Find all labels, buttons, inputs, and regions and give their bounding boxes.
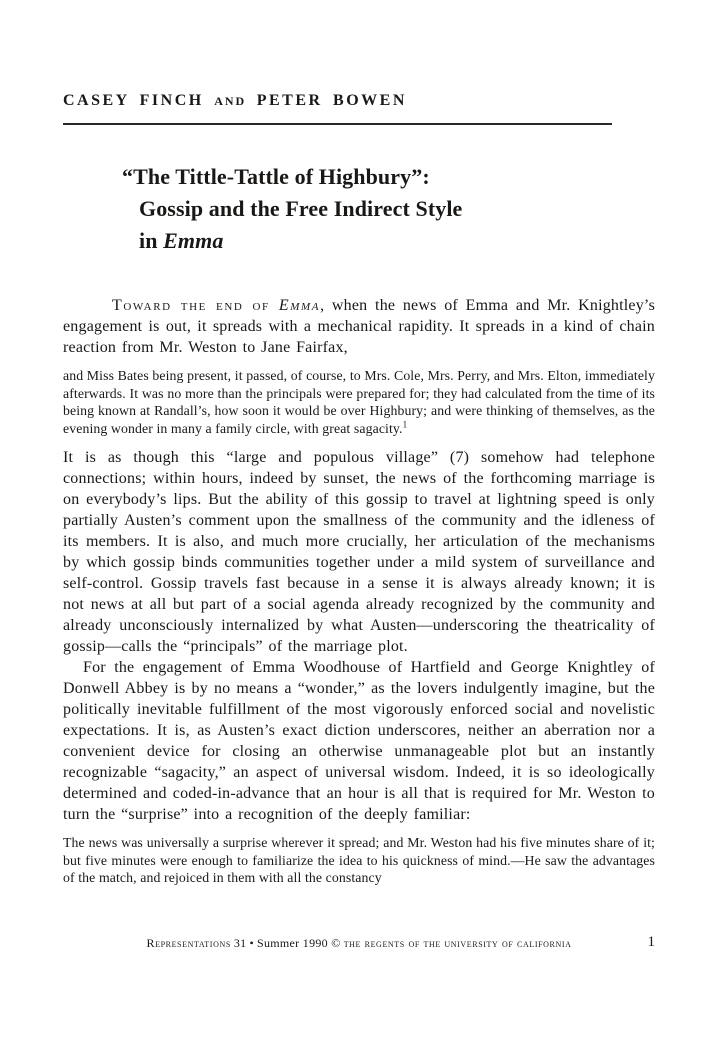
author-line <box>63 92 655 110</box>
header-rule <box>63 123 612 125</box>
opening-paragraph-text: , when the news of Emma and Mr. Knightley’s engagement is out, it spreads with a mechanical rapidity. It spreads in a kind of chain reaction from Mr. Weston to Jane Fairfax, <box>63 297 655 356</box>
journal-issue: 31 <box>233 936 247 950</box>
lead-in-smallcaps: Toward the end of <box>112 297 279 314</box>
footer-bullet: • <box>249 936 254 950</box>
title-line-3 <box>139 225 655 257</box>
paragraph-2: It is as though this “large and populous village” (7) somehow had telephone connections; within hours, indeed by sunset, the news of the forthcoming marriage is on everybody’s lips. But the ability of this gossip to travel at lightning speed is only partially Austen’s comment upon the smallness of the community and the idleness of its members. It is also, and much more crucially, her articulation of the mechanisms by which gossip binds communities together under a mild system of surveillance and self-control. Gossip travels fast because in a sense it is always already known; it is not news at all but part of a social agenda already recognized by the community and already unconsciously internalized by what Austen—underscoring the theatricality of gossip—calls the “principals” of the marriage plot. <box>63 449 655 655</box>
opening-paragraph <box>63 295 655 358</box>
title-line-1: “The Tittle-Tattle of Highbury”: <box>122 164 430 189</box>
author-conjunction: AND <box>214 94 247 108</box>
footer-rights: the regents of the university of california <box>343 936 572 950</box>
paragraph-3: For the engagement of Emma Woodhouse of Hartfield and George Knightley of Donwell Abbey is by no means a “wonder,” as the lovers indulgently imagine, but the politically inevitable fulfillment of the most vigorously enforced social and novelistic expectations. It is, as Austen’s exact diction underscores, neither an aberration nor a convenient device for closing an otherwise unmanageable plot but an instantly recognizable “sagacity,” an aspect of universal wisdom. Indeed, it is so ideologically determined and coded-in-advance that an hour is all that is required for Mr. Weston to turn the “surprise” into a recognition of the deeply familiar: <box>63 659 655 823</box>
block-quote-2: The news was universally a surprise wherever it spread; and Mr. Weston had his five minutes share of it; but five minutes were enough to familiarize the idea to his quickness of mind.—He saw the advantages of the match, and rejoiced in them with all the constancy <box>63 835 655 885</box>
block-quote-1-text: and Miss Bates being present, it passed, of course, to Mrs. Cole, Mrs. Perry, and Mrs. Elton, immediately afterwards. It was no more than the principals were prepared for; they had calculated from the time of its being known at Randall’s, how soon it would be over Highbury; and were thinking of themselves, as the evening wonder in many a family circle, with great sagacity. <box>63 368 655 436</box>
title-emma-italic: Emma <box>163 228 224 253</box>
author-name-2: PETER BOWEN <box>256 92 407 109</box>
article-title <box>122 161 655 257</box>
title-line-2: Gossip and the Free Indirect Style <box>139 196 463 221</box>
block-quote-1 <box>63 367 655 437</box>
title-line-3-prefix: in <box>139 228 164 253</box>
author-name-1: CASEY FINCH <box>63 92 204 109</box>
lead-in-emma-italic: Emma <box>278 297 321 314</box>
journal-footer <box>63 936 655 951</box>
journal-name: Representations <box>146 936 231 950</box>
footer-season-copyright: Summer 1990 © <box>257 936 341 950</box>
page-number: 1 <box>647 934 655 950</box>
footnote-marker-1: 1 <box>402 418 408 429</box>
